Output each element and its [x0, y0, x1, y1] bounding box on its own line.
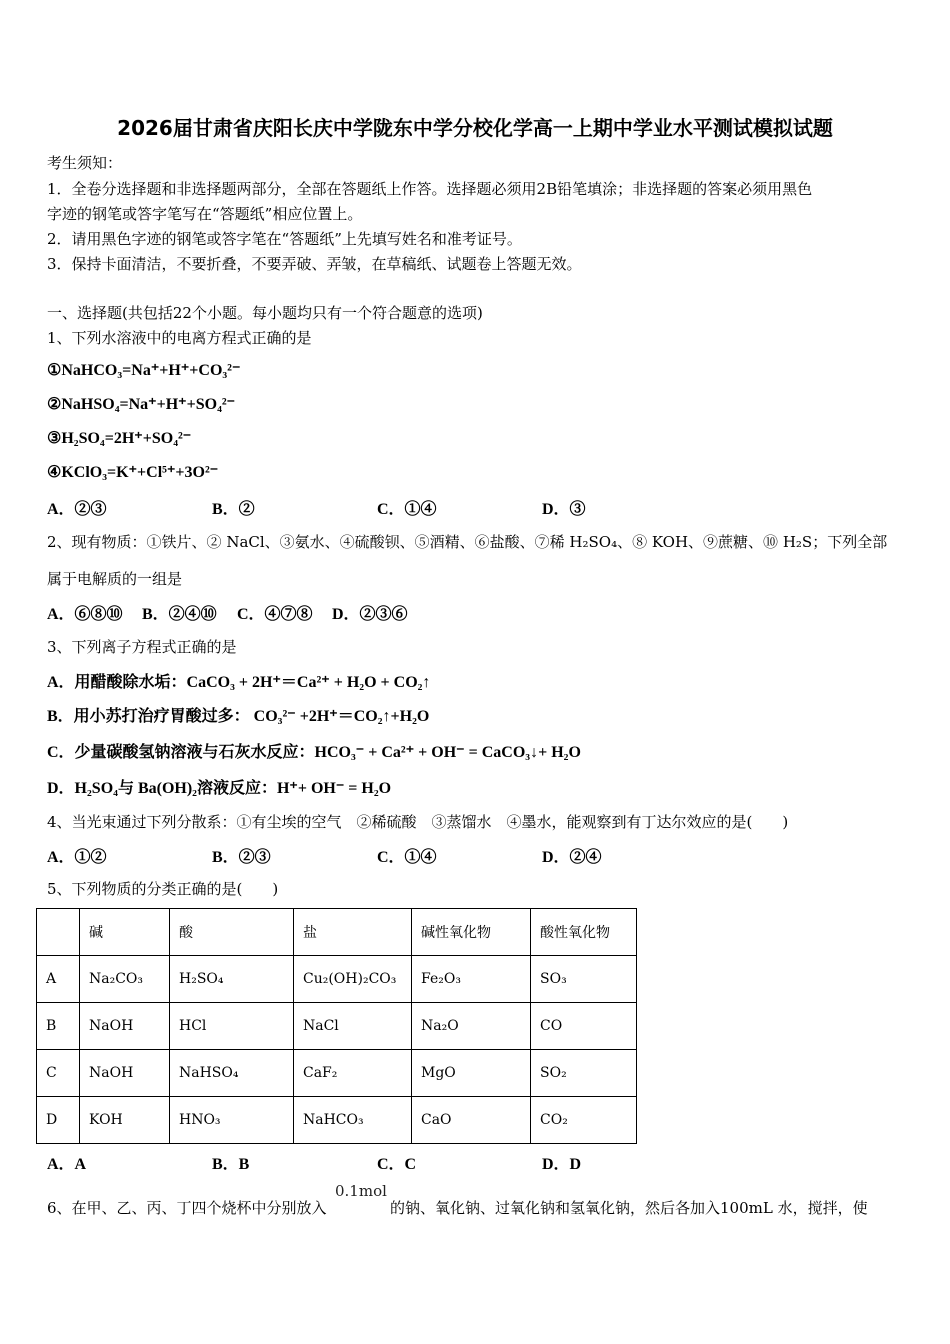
equation: ④KClO₃=K⁺+Cl⁵⁺+3O²⁻	[47, 464, 219, 481]
cell: KOH	[80, 1097, 170, 1144]
question-6-stem: 6、在甲、乙、丙、丁四个烧杯中分别放入	[47, 1199, 327, 1217]
cell: SO₃	[531, 956, 637, 1003]
table-row	[37, 1050, 637, 1097]
header-cell: 酸	[170, 909, 294, 956]
cell: NaHCO₃	[294, 1097, 412, 1144]
header-cell: 碱性氧化物	[412, 909, 531, 956]
table-row	[37, 1097, 637, 1144]
cell: NaHSO₄	[170, 1050, 294, 1097]
cell: Na₂CO₃	[80, 956, 170, 1003]
cell: H₂SO₄	[170, 956, 294, 1003]
cell: NaCl	[294, 1003, 412, 1050]
cell: NaOH	[80, 1050, 170, 1097]
cell: Cu₂(OH)₂CO₃	[294, 956, 412, 1003]
cell: CaO	[412, 1097, 531, 1144]
equation: ②NaHSO₄=Na⁺+H⁺+SO₄²⁻	[47, 396, 236, 413]
notice-heading: 考生须知：	[47, 154, 123, 172]
header-cell: 碱	[80, 909, 170, 956]
classification-table	[36, 908, 637, 1144]
cell: D	[37, 1097, 80, 1144]
cell: CaF₂	[294, 1050, 412, 1097]
table-row	[37, 1003, 637, 1050]
cell: MgO	[412, 1050, 531, 1097]
cell: CO₂	[531, 1097, 637, 1144]
cell: Fe₂O₃	[412, 956, 531, 1003]
cell: B	[37, 1003, 80, 1050]
question-3-stem: 3、下列离子方程式正确的是	[47, 638, 237, 656]
cell: HNO₃	[170, 1097, 294, 1144]
cell: NaOH	[80, 1003, 170, 1050]
table-row	[37, 956, 637, 1003]
cell: C	[37, 1050, 80, 1097]
question-5-stem: 5、下列物质的分类正确的是( )	[47, 880, 279, 898]
option-c: C．④⑦⑧	[237, 606, 313, 623]
header-cell: 盐	[294, 909, 412, 956]
option-d: D．H₂SO₄与 Ba(OH)₂溶液反应：H⁺+ OH⁻ = H₂O	[47, 780, 392, 797]
option-c: C．少量碳酸氢钠溶液与石灰水反应：HCO₃⁻ + Ca²⁺ + OH⁻ = CaCO₃↓+ H₂O	[47, 744, 581, 761]
notice-item: 字迹的钢笔或答字笔写在“答题纸”相应位置上。	[47, 205, 363, 223]
question-2-stem-cont: 属于电解质的一组是	[47, 570, 183, 588]
option-c: C．①④	[377, 849, 437, 866]
option-b: B．②③	[212, 849, 271, 866]
option-a: A．用醋酸除水垢：CaCO₃ + 2H⁺＝Ca²⁺ + H₂O + CO₂↑	[47, 674, 431, 691]
option-a: A．⑥⑧⑩	[47, 606, 123, 623]
notice-item: 3．保持卡面清洁，不要折叠，不要弄破、弄皱，在草稿纸、试题卷上答题无效。	[47, 255, 582, 273]
section-heading: 一、选择题(共包括22个小题。每小题均只有一个符合题意的选项)	[47, 304, 483, 322]
question-6-stem-cont: 的钠、氧化钠、过氧化钠和氢氧化钠，然后各加入100mL 水，搅拌，使	[390, 1199, 868, 1217]
option-a: A．①②	[47, 849, 107, 866]
page-title: 2026届甘肃省庆阳长庆中学陇东中学分校化学高一上期中学业水平测试模拟试题	[117, 116, 833, 140]
equation: ①NaHCO₃=Na⁺+H⁺+CO₃²⁻	[47, 362, 241, 379]
cell: CO	[531, 1003, 637, 1050]
option-c: C．C	[377, 1156, 417, 1173]
amount-formula: 0.1mol	[335, 1182, 387, 1200]
option-b: B．②	[212, 501, 255, 518]
table-header-row	[37, 909, 637, 956]
equation: ③H₂SO₄=2H⁺+SO₄²⁻	[47, 430, 192, 447]
option-d: D．②③⑥	[332, 606, 408, 623]
header-cell	[37, 909, 80, 956]
option-d: D．③	[542, 501, 586, 518]
option-b: B．B	[212, 1156, 250, 1173]
notice-item: 1．全卷分选择题和非选择题两部分，全部在答题纸上作答。选择题必须用2B铅笔填涂；非选择题的答案必须用黑色	[47, 180, 813, 198]
cell: Na₂O	[412, 1003, 531, 1050]
option-d: D．D	[542, 1156, 582, 1173]
cell: SO₂	[531, 1050, 637, 1097]
cell: A	[37, 956, 80, 1003]
option-a: A．A	[47, 1156, 87, 1173]
option-c: C．①④	[377, 501, 437, 518]
question-4-stem: 4、当光束通过下列分散系：①有尘埃的空气 ②稀硫酸 ③蒸馏水 ④墨水，能观察到有丁达尔效应的是( )	[47, 813, 789, 831]
question-2-stem: 2、现有物质：①铁片、② NaCl、③氨水、④硫酸钡、⑤酒精、⑥盐酸、⑦稀 H₂SO₄、⑧ KOH、⑨蔗糖、⑩ H₂S；下列全部	[47, 533, 888, 551]
option-b: B．②④⑩	[142, 606, 217, 623]
header-cell: 酸性氧化物	[531, 909, 637, 956]
option-a: A．②③	[47, 501, 107, 518]
notice-item: 2．请用黑色字迹的钢笔或答字笔在“答题纸”上先填写姓名和准考证号。	[47, 230, 522, 248]
question-1-stem: 1、下列水溶液中的电离方程式正确的是	[47, 329, 312, 347]
cell: HCl	[170, 1003, 294, 1050]
option-b: B．用小苏打治疗胃酸过多： CO₃²⁻ +2H⁺＝CO₂↑+H₂O	[47, 708, 430, 725]
option-d: D．②④	[542, 849, 602, 866]
